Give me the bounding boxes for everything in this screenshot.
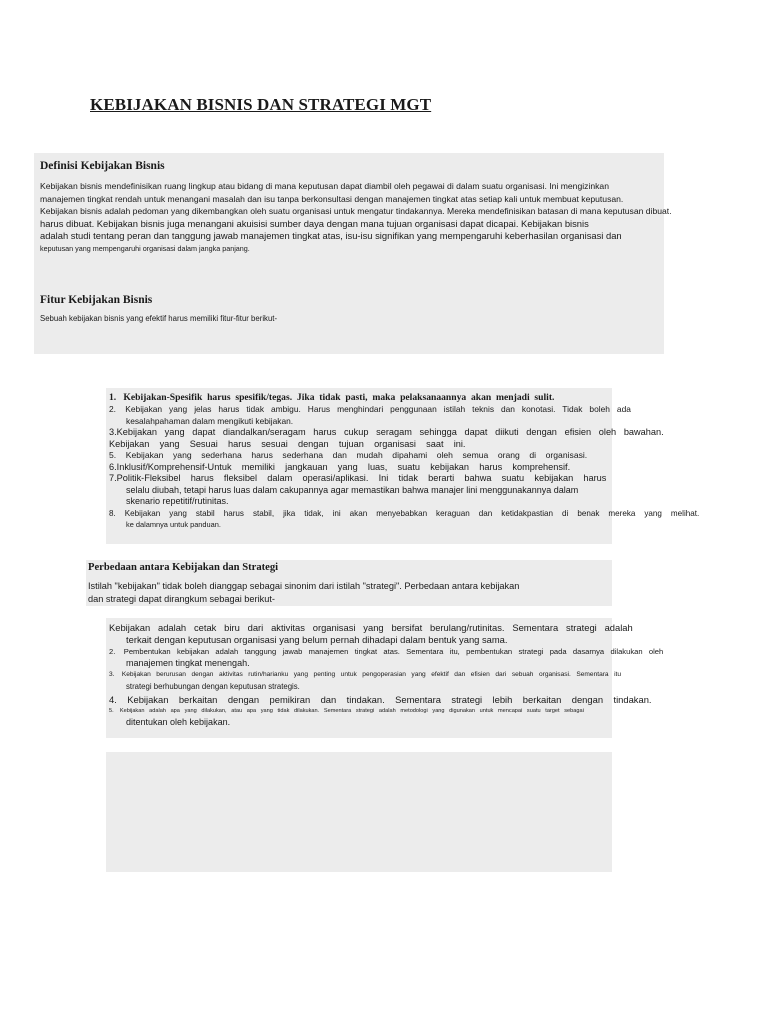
perbedaan-item: 3. Kebijakan berurusan dengan aktivitas rutin/harianku yang penting untuk pengoperasian yang efektif dan efisien dari sebuah organisasi. Sementara itu [109,671,622,678]
perbedaan-item-cont: strategi berhubungan dengan keputusan strategis. [126,682,300,691]
definisi-line: harus dibuat. Kebijakan bisnis juga menangani akuisisi sumber daya dengan mana tujuan organisasi dapat dicapai. Kebijakan bisnis [40,217,589,229]
definisi-line: adalah studi tentang peran dan tanggung jawab manajemen tingkat atas, isu-isu signifikan yang mempengaruhi keberhasilan organisasi dan [40,230,622,241]
fitur-item: 5. Kebijakan yang sederhana harus sederhana dan mudah dipahami oleh semua orang di organisasi. [109,450,588,460]
perbedaan-heading: Perbedaan antara Kebijakan dan Strategi [88,562,279,573]
fitur-intro: Sebuah kebijakan bisnis yang efektif harus memiliki fitur-fitur berikut- [40,314,278,323]
definisi-line: Kebijakan bisnis mendefinisikan ruang lingkup atau bidang di mana keputusan dapat diambil oleh pegawai di dalam suatu organisasi. Ini mengizinkan [40,181,609,191]
perbedaan-item: 4. Kebijakan berkaitan dengan pemikiran dan tindakan. Sementara strategi lebih berkaitan dengan tindakan. [109,694,652,705]
definisi-heading: Definisi Kebijakan Bisnis [40,160,165,172]
perbedaan-item: 5. Kebijakan adalah apa yang dilakukan, atau apa yang tidak dilakukan. Sementara strategi adalah metodologi yang digunakan untuk mencapai suatu target sebagai [109,708,584,714]
perbedaan-item-cont: ditentukan oleh kebijakan. [126,717,231,727]
perbedaan-item: 2. Pembentukan kebijakan adalah tanggung jawab manajemen tingkat atas. Sementara itu, pembentukan strategi pada dasarnya dilakukan oleh [109,647,664,656]
definisi-line: Kebijakan bisnis adalah pedoman yang dikembangkan oleh suatu organisasi untuk mengatur tindakannya. Mereka mendefinisikan batasan di mana keputusan dibuat. [40,206,672,216]
fitur-list [109,391,759,530]
definisi-line: keputusan yang mempengaruhi organisasi dalam jangka panjang. [40,243,250,253]
fitur-item: Kebijakan yang Sesuai harus sesuai dengan tujuan organisasi saat ini. [109,438,466,449]
perbedaan-intro-line: Istilah "kebijakan" tidak boleh dianggap sebagai sinonim dari istilah "strategi". Perbedaan antara kebijakan [88,581,520,591]
fitur-item-cont: skenario repetitif/rutinitas. [126,496,229,506]
definisi-line: manajemen tingkat rendah untuk menangani masalah dan isu tanpa berkonsultasi dengan manajemen tingkat atas setiap kali untuk membuat keputusan. [40,193,624,204]
perbedaan-item-cont: terkait dengan keputusan organisasi yang belum pernah dihadapi dalam bentuk yang sama. [126,634,508,645]
fitur-item: 1. Kebijakan-Spesifik harus spesifik/tegas. Jika tidak pasti, maka pelaksanaannya akan menjadi sulit. [109,392,555,403]
document-title: KEBIJAKAN BISNIS DAN STRATEGI MGT [90,95,432,114]
fitur-heading: Fitur Kebijakan Bisnis [40,294,153,306]
perbedaan-list [109,621,768,728]
fitur-item-cont: kesalahpahaman dalam mengikuti kebijakan. [126,415,294,426]
perbedaan-item-cont: manajemen tingkat menengah. [126,658,250,668]
fitur-item: 7.Politik-Fleksibel harus fleksibel dalam operasi/aplikasi. Ini tidak berarti bahwa suatu kebijakan harus [109,473,607,483]
fitur-item: 3.Kebijakan yang dapat diandalkan/seragam harus cukup seragam sehingga dapat diikuti dengan efisien oleh bawahan. [109,427,664,437]
fitur-item: 6.Inklusif/Komprehensif-Untuk memiliki jangkauan yang luas, suatu kebijakan harus komprehensif. [109,461,571,472]
perbedaan-item: Kebijakan adalah cetak biru dari aktivitas organisasi yang bersifat berulang/rutinitas. Sementara strategi adalah [109,622,633,633]
fitur-item-cont: ke dalamnya untuk panduan. [126,519,221,529]
perbedaan-intro-line: dan strategi dapat dirangkum sebagai berikut- [88,594,275,604]
fitur-item: 8. Kebijakan yang stabil harus stabil, jika tidak, ini akan menyebabkan keraguan dan ketidakpastian di benak mereka yang melihat. [109,508,700,518]
empty-grey-block [106,752,612,872]
fitur-item: 2. Kebijakan yang jelas harus tidak ambigu. Harus menghindari penggunaan istilah teknis dan konotasi. Tidak boleh ada [109,404,631,414]
definisi-paragraph [40,180,672,255]
fitur-item-cont: selalu diubah, tetapi harus luas dalam cakupannya agar memastikan bahwa manajer lini menggunakannya dalam [126,484,579,495]
